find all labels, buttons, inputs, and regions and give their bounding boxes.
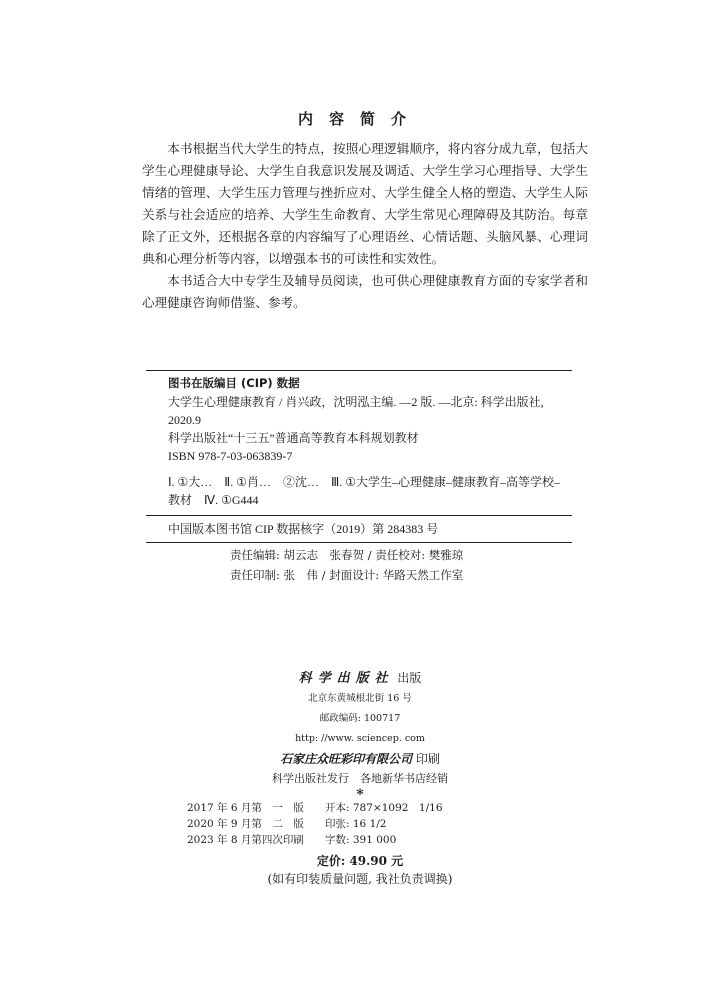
editors-line-2: 责任印制: 张 伟 / 封面设计: 华路天然工作室 bbox=[230, 568, 464, 582]
print-edition: 2017 年 6 月第 一 版 bbox=[187, 802, 304, 814]
print-edition: 2020 年 9 月第 二 版 bbox=[187, 818, 304, 830]
cip-heading: 图书在版编目 (CIP) 数据 bbox=[168, 376, 300, 390]
publisher-postcode: 邮政编码: 100717 bbox=[319, 713, 401, 724]
editors-block bbox=[0, 545, 720, 585]
print-row bbox=[0, 816, 720, 832]
publisher-block bbox=[0, 668, 720, 801]
cip-classification: Ⅰ. ①大… Ⅱ. ①肖… ②沈… Ⅲ. ①大学生–心理健康–健康教育–高等学校–教材 Ⅳ. ①G444 bbox=[168, 475, 560, 507]
cip-line-1: 大学生心理健康教育 / 肖兴政，沈明泓主编. —2 版. —北京: 科学出版社, 2020.9 bbox=[168, 395, 544, 427]
editors-line-1: 责任编辑: 胡云志 张春贺 / 责任校对: 樊雅琼 bbox=[230, 548, 464, 562]
print-row bbox=[0, 832, 720, 848]
publisher-suffix: 出版 bbox=[397, 671, 422, 685]
intro-paragraph-1: 本书根据当代大学生的特点，按照心理逻辑顺序，将内容分成九章，包括大学生心理健康导论、大学生自我意识发展及调适、大学生学习心理指导、大学生情绪的管理、大学生压力管理与挫折应对、大学生健全人格的塑造、大学生人际关系与社会适应的培养、大学生生命教育、大学生常见心理障碍及其防治。每章除了正文外，还根据各章的内容编写了心理语丝、心情话题、头脑风暴、心理词典和心理分析等内容，以增强本书的可读性和实效性。 bbox=[142, 141, 588, 266]
print-row bbox=[0, 800, 720, 816]
cip-block bbox=[146, 370, 572, 543]
printer-name: 石家庄众旺彩印有限公司 bbox=[280, 752, 413, 766]
intro-title: 内容简介 bbox=[297, 110, 422, 128]
distribution: 科学出版社发行 各地新华书店经销 bbox=[272, 772, 448, 785]
cip-line-2: 科学出版社“十三五”普通高等教育本科规划教材 bbox=[168, 431, 419, 445]
publisher-address: 北京东黄城根北街 16 号 bbox=[308, 693, 412, 704]
printer-suffix: 印刷 bbox=[415, 752, 440, 766]
print-spec: 字数: 391 000 bbox=[325, 834, 397, 846]
intro-body bbox=[142, 138, 588, 314]
intro-paragraph-2: 本书适合大中专学生及辅导员阅读，也可供心理健康教育方面的专家学者和心理健康咨询师借鉴、参考。 bbox=[142, 273, 588, 310]
cip-record: 中国版本图书馆 CIP 数据核字（2019）第 284383 号 bbox=[168, 522, 439, 536]
cip-line-3: ISBN 978-7-03-063839-7 bbox=[168, 449, 293, 463]
price: 定价: 49.90 元 bbox=[316, 854, 404, 868]
separator-star: * bbox=[356, 787, 364, 803]
quality-note: (如有印装质量问题, 我社负责调换) bbox=[267, 872, 453, 886]
print-spec: 印张: 16 1/2 bbox=[325, 818, 387, 830]
print-info bbox=[0, 800, 720, 848]
publisher-name: 科学出版社 bbox=[298, 671, 394, 686]
print-spec: 开本: 787×1092 1/16 bbox=[325, 802, 443, 814]
print-edition: 2023 年 8 月第四次印刷 bbox=[187, 834, 304, 846]
publisher-url: http: //www. sciencep. com bbox=[295, 733, 425, 744]
